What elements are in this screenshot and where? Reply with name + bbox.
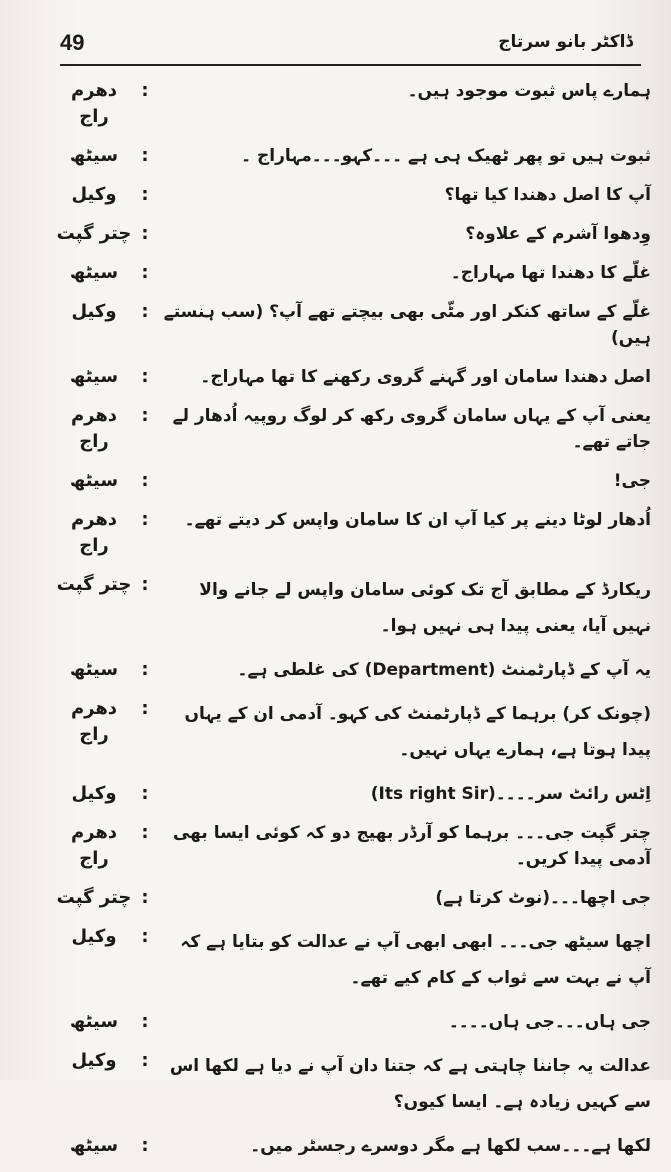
dialogue-row [55, 403, 651, 455]
dialogue-row [55, 299, 651, 351]
speaker-separator: : [141, 1011, 149, 1032]
dialogue-row [55, 468, 651, 494]
speaker-name: سیٹھ [69, 262, 119, 283]
speaker-name: وکیل [71, 783, 117, 804]
dialogue-line: غلّے کے ساتھ کنکر اور مٹّی بھی بیچتے تھے آپ؟ (سب ہنستے ہیں) [163, 302, 651, 348]
speaker-separator: : [141, 574, 149, 595]
speaker-name: دھرم راج [70, 698, 118, 745]
dialogue-row [55, 781, 651, 807]
dialogue-line: چتر گپت جی۔۔۔ برہما کو آرڈر بھیج دو کہ کوئی ایسا بھی آدمی پیدا کریں۔ [172, 823, 651, 869]
dialogue-line: اُدھار لوٹا دینے پر کیا آپ ان کا سامان واپس کر دیتے تھے۔ [184, 510, 651, 530]
dialogue-row [55, 78, 651, 130]
dialogue-row [55, 507, 651, 559]
dialogue-row [55, 1133, 651, 1159]
speaker-separator: : [141, 659, 149, 680]
dialogue-row [55, 182, 651, 208]
speaker-name: سیٹھ [69, 470, 119, 491]
speaker-name: چتر گپت [56, 887, 132, 908]
speaker-separator: : [141, 783, 149, 804]
dialogue-line: لکھا ہے۔۔۔سب لکھا ہے مگر دوسرے رجسٹر میں۔ [250, 1136, 651, 1156]
speaker-name: سیٹھ [69, 1011, 119, 1032]
speaker-separator: : [141, 822, 149, 843]
dialogue-line: ہمارے پاس ثبوت موجود ہیں۔ [407, 81, 651, 101]
dialogue-line: غلّے کا دھندا تھا مہاراج۔ [450, 263, 651, 283]
dialogue-line: جی ہاں۔۔۔جی ہاں۔۔۔۔ [448, 1012, 651, 1032]
speaker-name: دھرم راج [70, 80, 118, 127]
speaker-separator: : [141, 223, 149, 244]
speaker-separator: : [141, 887, 149, 908]
dialogue-row [55, 143, 651, 169]
speaker-name: چتر گپت [56, 223, 132, 244]
dialogue-row [55, 1009, 651, 1035]
speaker-separator: : [141, 80, 149, 101]
speaker-name: وکیل [71, 1050, 117, 1071]
dialogue-line: جی! [613, 471, 651, 491]
speaker-separator: : [141, 1135, 149, 1156]
speaker-separator: : [141, 262, 149, 283]
page-number: 49 [60, 30, 85, 55]
speaker-separator: : [141, 509, 149, 530]
speaker-separator: : [141, 301, 149, 322]
dialogue-line: (چونک کر) برہما کے ڈپارٹمنٹ کی کہو۔ آدمی ان کے یہاں پیدا ہوتا ہے، ہمارے یہاں نہیں۔ [184, 704, 651, 760]
speaker-name: سیٹھ [69, 1135, 119, 1156]
dialogue-line: اِٹس رائٹ سر۔۔۔۔(Its right Sir) [370, 784, 651, 804]
dialogue-row [55, 696, 651, 768]
dialogue-row [55, 657, 651, 683]
dialogue-row [55, 221, 651, 247]
speaker-name: سیٹھ [69, 366, 119, 387]
speaker-separator: : [141, 926, 149, 947]
dialogue-row [55, 260, 651, 286]
dialogue-row [55, 572, 651, 644]
speaker-name: سیٹھ [69, 145, 119, 166]
speaker-separator: : [141, 405, 149, 426]
dialogue-line: عدالت یہ جاننا چاہتی ہے کہ جتنا دان آپ نے دیا ہے لکھا اس سے کہیں زیادہ ہے۔ ایسا کیوں؟ [169, 1056, 651, 1112]
speaker-name: وکیل [71, 926, 117, 947]
page-header [60, 30, 641, 66]
speaker-name: وکیل [71, 301, 117, 322]
speaker-separator: : [141, 145, 149, 166]
speaker-name: دھرم راج [70, 509, 118, 556]
speaker-name: چتر گپت [56, 574, 132, 595]
dialogue-row [55, 364, 651, 390]
dialogue-line: اچھا سیٹھ جی۔۔۔ ابھی ابھی آپ نے عدالت کو بتایا ہے کہ آپ نے بہت سے ثواب کے کام کیے تھے۔ [180, 932, 651, 988]
dialogue-line: ثبوت ہیں تو پھر ٹھیک ہی ہے ۔۔۔کہو۔۔۔مہاراج ۔ [241, 146, 651, 166]
speaker-name: وکیل [71, 184, 117, 205]
dialogue-line: آپ کا اصل دھندا کیا تھا؟ [444, 185, 651, 205]
dialogue-list [55, 78, 651, 1172]
dialogue-line: ریکارڈ کے مطابق آج تک کوئی سامان واپس لے جانے والا نہیں آیا، یعنی پیدا ہی نہیں ہوا۔ [199, 580, 651, 636]
dialogue-line: یعنی آپ کے یہاں سامان گروی رکھ کر لوگ روپیہ اُدھار لے جاتے تھے۔ [172, 406, 651, 452]
dialogue-line: جی اچھا۔۔۔(نوٹ کرتا ہے) [435, 888, 651, 908]
speaker-name: دھرم راج [70, 405, 118, 452]
running-title: ڈاکٹر بانو سرتاج [498, 32, 633, 52]
speaker-separator: : [141, 470, 149, 491]
speaker-separator: : [141, 698, 149, 719]
dialogue-row [55, 885, 651, 911]
dialogue-row [55, 924, 651, 996]
dialogue-row [55, 1048, 651, 1120]
speaker-name: سیٹھ [69, 659, 119, 680]
dialogue-line: وِدھوا آشرم کے علاوہ؟ [465, 224, 651, 244]
dialogue-row [55, 820, 651, 872]
speaker-separator: : [141, 1050, 149, 1071]
dialogue-line: یہ آپ کے ڈپارٹمنٹ (Department) کی غلطی ہے۔ [237, 660, 651, 680]
dialogue-line: اصل دھندا سامان اور گہنے گروی رکھنے کا تھا مہاراج۔ [200, 367, 651, 387]
speaker-name: دھرم راج [70, 822, 118, 869]
speaker-separator: : [141, 366, 149, 387]
speaker-separator: : [141, 184, 149, 205]
